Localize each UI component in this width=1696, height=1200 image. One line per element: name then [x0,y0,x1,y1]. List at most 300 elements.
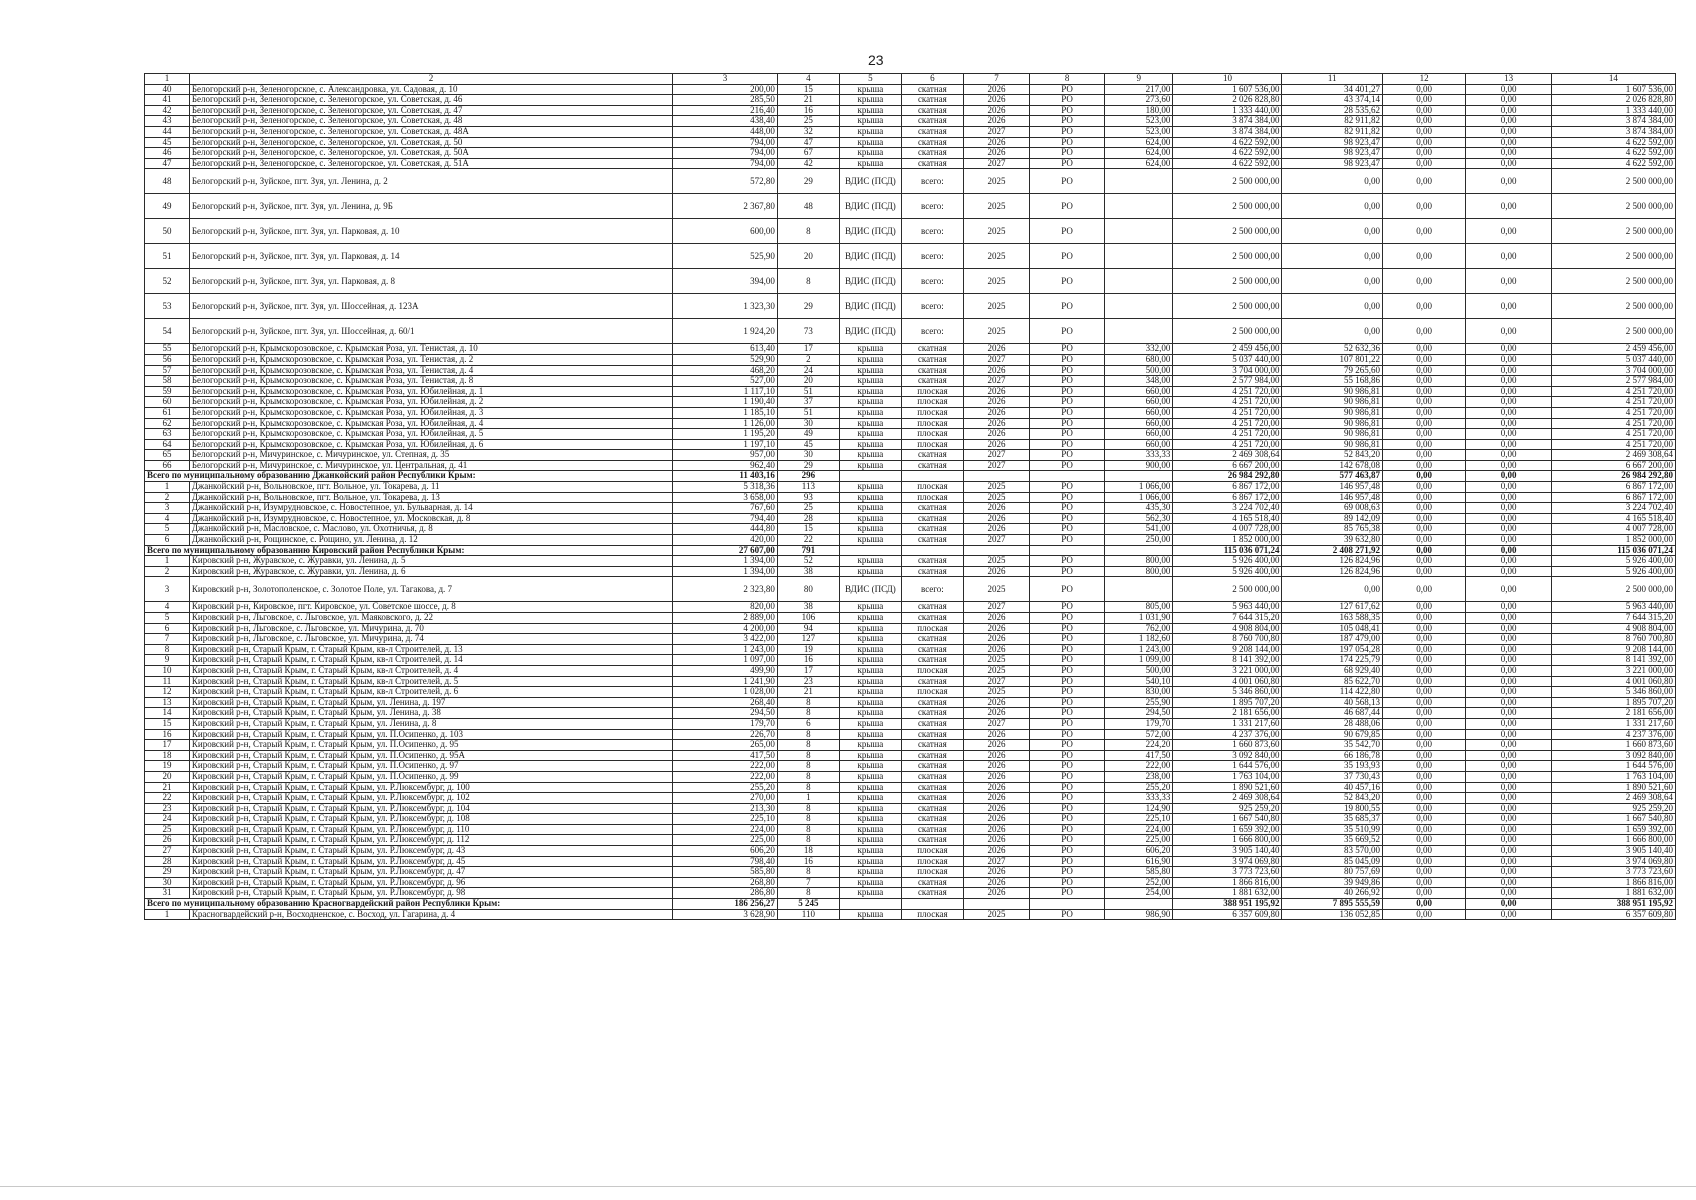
cost-cell: 4 908 804,00 [1173,623,1282,634]
area-cell: 1 190,40 [673,397,778,408]
address-cell: Белогорский р-н, Зуйское, пгт. Зуя, ул. Ленина, д. 2 [189,169,672,194]
total-cell: 8 141 392,00 [1551,655,1675,666]
col13-cell: 0,00 [1466,877,1552,888]
fee-cell: 126 824,96 [1282,556,1382,567]
col12-cell: 0,00 [1382,513,1465,524]
fee-cell: 98 923,47 [1282,158,1382,169]
total-cell: 1 881 632,00 [1551,888,1675,899]
volume-cell: 179,70 [1105,718,1173,729]
address-cell: Белогорский р-н, Крымскорозовское, с. Крымская Роза, ул. Юбилейная, д. 2 [189,397,672,408]
table-row [145,84,1676,95]
row-number: 21 [145,782,190,793]
area-cell: 585,80 [673,867,778,878]
table-row [145,793,1676,804]
volume-cell: 1 099,00 [1105,655,1173,666]
source-cell: РО [1030,676,1105,687]
area-cell: 225,00 [673,835,778,846]
source-cell: РО [1030,169,1105,194]
type-cell: скатная [901,729,963,740]
col12-cell: 0,00 [1382,492,1465,503]
residents-cell: 8 [777,750,839,761]
row-number: 6 [145,535,190,546]
col12-cell: 0,00 [1382,535,1465,546]
fee-cell: 82 911,82 [1282,126,1382,137]
volume-cell: 255,90 [1105,697,1173,708]
year-cell: 2026 [963,386,1029,397]
element-cell: крыша [839,354,901,365]
element-cell: крыша [839,761,901,772]
element-cell: крыша [839,824,901,835]
fee-cell: 0,00 [1282,577,1382,602]
source-cell: РО [1030,729,1105,740]
type-cell: скатная [901,718,963,729]
residents-cell: 42 [777,158,839,169]
col12-cell: 0,00 [1382,761,1465,772]
area-cell: 268,40 [673,697,778,708]
total-cost-cell: 388 951 195,92 [1173,899,1282,910]
row-number: 11 [145,676,190,687]
element-cell: крыша [839,105,901,116]
total-cost-cell: 115 036 071,24 [1173,545,1282,556]
volume-cell [1105,219,1173,244]
total-cell: 4 007 728,00 [1551,524,1675,535]
table-row [145,407,1676,418]
col13-cell: 0,00 [1466,244,1552,269]
cost-cell: 2 500 000,00 [1173,219,1282,244]
source-cell: РО [1030,418,1105,429]
row-number: 23 [145,803,190,814]
area-cell: 1 323,30 [673,294,778,319]
element-cell: крыша [839,148,901,159]
address-cell: Кировский р-н, Старый Крым, г. Старый Крым, ул. Р.Люксембург, д. 100 [189,782,672,793]
volume-cell: 986,90 [1105,909,1173,920]
row-number: 27 [145,846,190,857]
address-cell: Кировский р-н, Старый Крым, г. Старый Крым, ул. Р.Люксембург, д. 108 [189,814,672,825]
total-cell: 4 251 720,00 [1551,439,1675,450]
residents-cell: 127 [777,634,839,645]
col12-cell: 0,00 [1382,835,1465,846]
fee-cell: 83 570,00 [1282,846,1382,857]
element-cell: крыша [839,386,901,397]
total-cell: 3 874 384,00 [1551,126,1675,137]
year-cell: 2027 [963,856,1029,867]
year-cell: 2026 [963,84,1029,95]
total-total-cell: 26 984 292,80 [1551,471,1675,482]
total-cost-cell: 26 984 292,80 [1173,471,1282,482]
cost-cell: 4 622 592,00 [1173,148,1282,159]
type-cell: скатная [901,460,963,471]
residents-cell: 52 [777,556,839,567]
source-cell: РО [1030,644,1105,655]
volume-cell: 900,00 [1105,460,1173,471]
cost-cell: 4 251 720,00 [1173,407,1282,418]
element-cell: крыша [839,482,901,493]
cost-cell: 4 007 728,00 [1173,524,1282,535]
row-number: 15 [145,718,190,729]
col13-cell: 0,00 [1466,429,1552,440]
source-cell: РО [1030,623,1105,634]
source-cell: РО [1030,95,1105,106]
source-cell: РО [1030,687,1105,698]
year-cell: 2027 [963,535,1029,546]
fee-cell: 40 266,92 [1282,888,1382,899]
residents-cell: 94 [777,623,839,634]
volume-cell: 606,20 [1105,846,1173,857]
element-cell: крыша [839,492,901,503]
fee-cell: 80 757,69 [1282,867,1382,878]
total-cell: 4 001 060,80 [1551,676,1675,687]
source-cell: РО [1030,771,1105,782]
address-cell: Белогорский р-н, Зеленогорское, с. Зеленогорское, ул. Советская, д. 48А [189,126,672,137]
source-cell: РО [1030,376,1105,387]
year-cell: 2025 [963,556,1029,567]
col12-cell: 0,00 [1382,623,1465,634]
cost-cell: 6 867 172,00 [1173,492,1282,503]
total-cell: 1 866 816,00 [1551,877,1675,888]
residents-cell: 8 [777,824,839,835]
residents-cell: 18 [777,846,839,857]
col13-cell: 0,00 [1466,750,1552,761]
col13-cell: 0,00 [1466,856,1552,867]
col13-cell: 0,00 [1466,269,1552,294]
volume-cell: 800,00 [1105,556,1173,567]
area-cell: 4 200,00 [673,623,778,634]
element-cell: крыша [839,888,901,899]
year-cell: 2026 [963,105,1029,116]
total-source-cell [1030,545,1105,556]
row-number: 40 [145,84,190,95]
residents-cell: 2 [777,354,839,365]
address-cell: Белогорский р-н, Зуйское, пгт. Зуя, ул. Шоссейная, д. 60/1 [189,319,672,344]
source-cell: РО [1030,116,1105,127]
fee-cell: 90 986,81 [1282,439,1382,450]
row-number: 45 [145,137,190,148]
volume-cell [1105,319,1173,344]
element-cell: крыша [839,718,901,729]
table-row [145,450,1676,461]
col13-cell: 0,00 [1466,888,1552,899]
col12-cell: 0,00 [1382,219,1465,244]
fee-cell: 69 008,63 [1282,503,1382,514]
row-number: 57 [145,365,190,376]
address-cell: Белогорский р-н, Крымскорозовское, с. Крымская Роза, ул. Юбилейная, д. 1 [189,386,672,397]
col12-cell: 0,00 [1382,782,1465,793]
fee-cell: 40 568,13 [1282,697,1382,708]
cost-cell: 2 500 000,00 [1173,319,1282,344]
type-cell: плоская [901,407,963,418]
col12-cell: 0,00 [1382,846,1465,857]
area-cell: 957,00 [673,450,778,461]
col12-cell: 0,00 [1382,84,1465,95]
source-cell: РО [1030,888,1105,899]
address-cell: Белогорский р-н, Крымскорозовское, с. Крымская Роза, ул. Тенистая, д. 4 [189,365,672,376]
element-cell: крыша [839,676,901,687]
address-cell: Кировский р-н, Старый Крым, г. Старый Крым, ул. Ленина, д. 197 [189,697,672,708]
fee-cell: 0,00 [1282,194,1382,219]
cost-cell: 925 259,20 [1173,803,1282,814]
cost-cell: 4 251 720,00 [1173,429,1282,440]
col12-cell: 0,00 [1382,729,1465,740]
col13-cell: 0,00 [1466,397,1552,408]
type-cell: скатная [901,740,963,751]
col12-cell: 0,00 [1382,460,1465,471]
fee-cell: 35 542,70 [1282,740,1382,751]
fee-cell: 90 986,81 [1282,397,1382,408]
total-cell: 5 926 400,00 [1551,556,1675,567]
table-row [145,344,1676,355]
fee-cell: 52 843,20 [1282,793,1382,804]
table-row [145,750,1676,761]
year-cell: 2026 [963,566,1029,577]
fee-cell: 146 957,48 [1282,492,1382,503]
volume-cell: 660,00 [1105,439,1173,450]
total-cell: 4 165 518,40 [1551,513,1675,524]
element-cell: крыша [839,450,901,461]
volume-cell: 624,00 [1105,158,1173,169]
col12-cell: 0,00 [1382,613,1465,624]
element-cell: крыша [839,602,901,613]
source-cell: РО [1030,613,1105,624]
source-cell: РО [1030,194,1105,219]
address-cell: Белогорский р-н, Зеленогорское, с. Зеленогорское, ул. Советская, д. 50 [189,137,672,148]
total-cell: 5 963 440,00 [1551,602,1675,613]
col13-cell: 0,00 [1466,623,1552,634]
cost-cell: 4 251 720,00 [1173,418,1282,429]
cost-cell: 5 346 860,00 [1173,687,1282,698]
address-cell: Кировский р-н, Старый Крым, г. Старый Крым, ул. Р.Люксембург, д. 98 [189,888,672,899]
element-cell: крыша [839,856,901,867]
total-cell: 2 500 000,00 [1551,219,1675,244]
table-row [145,613,1676,624]
column-number: 9 [1105,74,1173,85]
element-cell: крыша [839,513,901,524]
row-number: 1 [145,482,190,493]
year-cell: 2026 [963,740,1029,751]
type-cell: скатная [901,126,963,137]
total-year-cell [963,471,1029,482]
type-cell: скатная [901,750,963,761]
area-cell: 529,90 [673,354,778,365]
col12-cell: 0,00 [1382,148,1465,159]
total-residents-cell: 5 245 [777,899,839,910]
source-cell: РО [1030,803,1105,814]
year-cell: 2027 [963,376,1029,387]
col13-cell: 0,00 [1466,909,1552,920]
cost-cell: 2 500 000,00 [1173,294,1282,319]
address-cell: Кировский р-н, Старый Крым, г. Старый Крым, ул. П.Осипенко, д. 95А [189,750,672,761]
address-cell: Белогорский р-н, Мичуринское, с. Мичуринское, ул. Степная, д. 35 [189,450,672,461]
type-cell: скатная [901,450,963,461]
total-cell: 4 908 804,00 [1551,623,1675,634]
element-cell: ВДИС (ПСД) [839,169,901,194]
volume-cell: 680,00 [1105,354,1173,365]
col12-cell: 0,00 [1382,856,1465,867]
address-cell: Кировский р-н, Старый Крым, г. Старый Крым, ул. Р.Люксембург, д. 104 [189,803,672,814]
area-cell: 225,10 [673,814,778,825]
address-cell: Кировский р-н, Старый Крым, г. Старый Крым, ул. П.Осипенко, д. 103 [189,729,672,740]
table-row [145,761,1676,772]
col13-cell: 0,00 [1466,126,1552,137]
cost-cell: 4 237 376,00 [1173,729,1282,740]
element-cell: крыша [839,429,901,440]
district-total-row [145,471,1676,482]
total-total-cell: 388 951 195,92 [1551,899,1675,910]
col12-cell: 0,00 [1382,365,1465,376]
element-cell: крыша [839,729,901,740]
type-cell: скатная [901,354,963,365]
total-cell: 4 251 720,00 [1551,407,1675,418]
element-cell: крыша [839,397,901,408]
total-cell: 6 867 172,00 [1551,492,1675,503]
element-cell: крыша [839,503,901,514]
source-cell: РО [1030,750,1105,761]
year-cell: 2025 [963,294,1029,319]
total-cell: 2 469 308,64 [1551,450,1675,461]
residents-cell: 45 [777,439,839,450]
row-number: 61 [145,407,190,418]
address-cell: Белогорский р-н, Зуйское, пгт. Зуя, ул. Парковая, д. 10 [189,219,672,244]
cost-cell: 3 221 000,00 [1173,665,1282,676]
source-cell: РО [1030,577,1105,602]
residents-cell: 8 [777,269,839,294]
year-cell: 2026 [963,771,1029,782]
column-number: 7 [963,74,1029,85]
col13-cell: 0,00 [1466,513,1552,524]
cost-cell: 1 881 632,00 [1173,888,1282,899]
fee-cell: 98 923,47 [1282,137,1382,148]
address-cell: Джанкойский р-н, Рощинское, с. Рощино, ул. Ленина, д. 12 [189,535,672,546]
element-cell: ВДИС (ПСД) [839,294,901,319]
table-row [145,116,1676,127]
type-cell: плоская [901,867,963,878]
type-cell: плоская [901,665,963,676]
col13-cell: 0,00 [1466,105,1552,116]
total-cell: 1 607 536,00 [1551,84,1675,95]
element-cell: крыша [839,803,901,814]
table-row [145,219,1676,244]
area-cell: 438,40 [673,116,778,127]
table-row [145,513,1676,524]
fee-cell: 35 669,52 [1282,835,1382,846]
cost-cell: 1 866 816,00 [1173,877,1282,888]
address-cell: Кировский р-н, Старый Крым, г. Старый Крым, ул. Р.Люксембург, д. 96 [189,877,672,888]
area-cell: 794,00 [673,148,778,159]
cost-cell: 3 224 702,40 [1173,503,1282,514]
year-cell: 2025 [963,655,1029,666]
col12-cell: 0,00 [1382,105,1465,116]
area-cell: 798,40 [673,856,778,867]
cost-cell: 2 500 000,00 [1173,194,1282,219]
cost-cell: 7 644 315,20 [1173,613,1282,624]
volume-cell [1105,269,1173,294]
volume-cell: 660,00 [1105,407,1173,418]
col12-cell: 0,00 [1382,824,1465,835]
col13-cell: 0,00 [1466,577,1552,602]
row-number: 65 [145,450,190,461]
col12-cell: 0,00 [1382,803,1465,814]
col12-cell: 0,00 [1382,126,1465,137]
row-number: 62 [145,418,190,429]
residents-cell: 47 [777,137,839,148]
area-cell: 820,00 [673,602,778,613]
total-cell: 4 237 376,00 [1551,729,1675,740]
residents-cell: 16 [777,655,839,666]
total-year-cell [963,545,1029,556]
element-cell: крыша [839,740,901,751]
type-cell: скатная [901,803,963,814]
element-cell: крыша [839,116,901,127]
type-cell: скатная [901,676,963,687]
year-cell: 2026 [963,782,1029,793]
col13-cell: 0,00 [1466,665,1552,676]
residents-cell: 16 [777,105,839,116]
row-number: 48 [145,169,190,194]
cost-cell: 8 141 392,00 [1173,655,1282,666]
element-cell: крыша [839,613,901,624]
table-row [145,244,1676,269]
total-cell: 5 037 440,00 [1551,354,1675,365]
total-cell: 3 224 702,40 [1551,503,1675,514]
source-cell: РО [1030,524,1105,535]
table-row [145,856,1676,867]
element-cell: крыша [839,137,901,148]
cost-cell: 1 607 536,00 [1173,84,1282,95]
residents-cell: 29 [777,460,839,471]
residents-cell: 30 [777,418,839,429]
type-cell: скатная [901,158,963,169]
volume-cell: 348,00 [1105,376,1173,387]
address-cell: Джанкойский р-н, Изумрудновское, с. Новостепное, ул. Московская, д. 8 [189,513,672,524]
total-element-cell [839,899,901,910]
table-row [145,877,1676,888]
element-cell: крыша [839,846,901,857]
area-cell: 448,00 [673,126,778,137]
col13-cell: 0,00 [1466,418,1552,429]
row-number: 29 [145,867,190,878]
total-cell: 2 469 308,64 [1551,793,1675,804]
cost-cell: 6 357 609,80 [1173,909,1282,920]
district-total-label: Всего по муниципальному образованию Красногвардейский район Республики Крым: [145,899,673,910]
col13-cell: 0,00 [1466,148,1552,159]
area-cell: 794,00 [673,137,778,148]
volume-cell: 585,80 [1105,867,1173,878]
residents-cell: 67 [777,148,839,159]
fee-cell: 37 730,43 [1282,771,1382,782]
source-cell: РО [1030,824,1105,835]
address-cell: Белогорский р-н, Зеленогорское, с. Зеленогорское, ул. Советская, д. 51А [189,158,672,169]
table-row [145,158,1676,169]
col13-cell: 0,00 [1466,294,1552,319]
source-cell: РО [1030,244,1105,269]
address-cell: Белогорский р-н, Зеленогорское, с. Зеленогорское, ул. Советская, д. 48 [189,116,672,127]
source-cell: РО [1030,105,1105,116]
address-cell: Кировский р-н, Старый Крым, г. Старый Крым, ул. Р.Люксембург, д. 45 [189,856,672,867]
address-cell: Кировский р-н, Старый Крым, г. Старый Крым, ул. Ленина, д. 38 [189,708,672,719]
element-cell: крыша [839,687,901,698]
cost-cell: 4 251 720,00 [1173,397,1282,408]
address-cell: Джанкойский р-н, Масловское, с. Маслово, ул. Охотничья, д. 8 [189,524,672,535]
source-cell: РО [1030,665,1105,676]
fee-cell: 34 401,27 [1282,84,1382,95]
col13-cell: 0,00 [1466,729,1552,740]
column-number-row [145,74,1676,85]
year-cell: 2026 [963,888,1029,899]
table-row [145,740,1676,751]
year-cell: 2025 [963,219,1029,244]
year-cell: 2026 [963,513,1029,524]
residents-cell: 106 [777,613,839,624]
table-row [145,126,1676,137]
